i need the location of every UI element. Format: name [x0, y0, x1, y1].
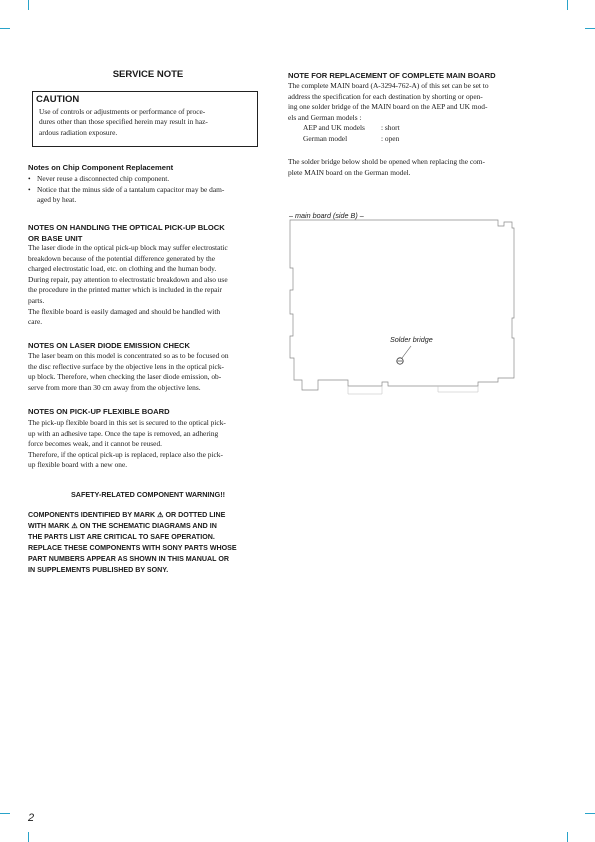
spec-row-aep-uk: AEP and UK models : short — [303, 123, 400, 133]
board-outline — [290, 220, 514, 390]
safety-warning-text: COMPONENTS IDENTIFIED BY MARK ⚠ OR DOTTED LINE WITH MARK ⚠ ON THE SCHEMATIC DIAGRAMS AND IN THE PARTS LIST ARE CRITICAL TO SAFE OPERATION. REPLACE THESE COMPONENTS WITH SONY PARTS WHOSE PART NUMBERS APPEAR AS SHOWN IN THIS MANUAL OR IN SUPPLEMENTS PUBLISHED BY SONY. — [28, 511, 237, 574]
crop-mark-right-top — [585, 28, 595, 29]
diagram-caption: – main board (side B) – — [289, 211, 364, 220]
laser-check-heading: NOTES ON LASER DIODE EMISSION CHECK — [28, 341, 191, 350]
list-item: • Never reuse a disconnected chip component. — [28, 174, 170, 183]
main-board-heading: NOTE FOR REPLACEMENT OF COMPLETE MAIN BOARD — [288, 71, 496, 80]
crop-mark-top-right — [567, 0, 568, 10]
caution-text — [39, 107, 251, 138]
caution-heading: CAUTION — [36, 94, 80, 105]
flexible-board-text: The pick-up flexible board in this set is secured to the optical pick- up with an adhesive tape. Once the tape is removed, an adhering force becomes weak, and it cannot be reused. Therefore, if the optical pick-up is replaced, replace also the pick- up flexible board with a new one. — [28, 418, 226, 470]
spec-row-german: German model : open — [303, 133, 400, 143]
crop-mark-top-left — [28, 0, 29, 10]
crop-mark-bottom-left — [28, 832, 29, 842]
chip-notes-heading: Notes on Chip Component Replacement — [28, 163, 174, 172]
solder-bridge-label: Solder bridge — [390, 335, 433, 344]
flexible-board-heading: NOTES ON PICK-UP FLEXIBLE BOARD — [28, 407, 170, 416]
service-note-title: SERVICE NOTE — [112, 69, 184, 80]
caution-line: ardous radiation exposure. — [39, 127, 118, 137]
caution-box — [32, 91, 258, 147]
crop-mark-bottom-right — [567, 832, 568, 842]
bullet-icon: • — [28, 184, 31, 194]
main-board-diagram — [288, 218, 530, 396]
crop-mark-right-bottom — [585, 813, 595, 814]
list-item: • Notice that the minus side of a tantalum capacitor may be dam- — [28, 184, 225, 194]
caution-line: Use of controls or adjustments or performance of proce- — [39, 107, 206, 116]
page-number: 2 — [28, 812, 35, 824]
board-inner-edge — [348, 386, 478, 394]
main-board-note: The solder bridge below shold be opened when replacing the com- plete MAIN board on the German model. — [288, 157, 486, 177]
solder-leader-line — [402, 346, 411, 358]
chip-notes-list — [28, 174, 268, 206]
main-board-text: The complete MAIN board (A-3294-762-A) of this set can be set to address the specification for each destination by shorting or open- ing one solder bridge of the MAIN board on the AEP and UK mod- els and German models : AEP and UK models : short German model : open — [288, 81, 528, 145]
list-item: aged by heat. — [37, 195, 77, 205]
caution-line: dures other than those specified herein may result in haz- — [39, 117, 208, 127]
laser-check-text: The laser beam on this model is concentrated so as to be focused on the disc reflective surface by the objective lens in the optical pick- up block. Therefore, when checking the laser diode emission, ob- serve from more than 30 cm away from the objective lens. — [28, 351, 229, 392]
optical-block-text: The laser diode in the optical pick-up block may suffer electrostatic breakdown because of the potential difference generated by the charged electrostatic load, etc. on clothing and the human body. During repair, pay attention to electrostatic breakdown and also use the procedure in the printed matter which is included in the repair parts. The flexible board is easily damaged and should be handled with care. — [28, 243, 228, 327]
optical-block-heading: NOTES ON HANDLING THE OPTICAL PICK-UP BLOCK OR BASE UNIT — [28, 223, 225, 243]
bullet-icon: • — [28, 174, 31, 183]
crop-mark-left-bottom — [0, 813, 10, 814]
safety-warning-heading: SAFETY-RELATED COMPONENT WARNING!! — [71, 490, 225, 499]
crop-mark-left-top — [0, 28, 10, 29]
